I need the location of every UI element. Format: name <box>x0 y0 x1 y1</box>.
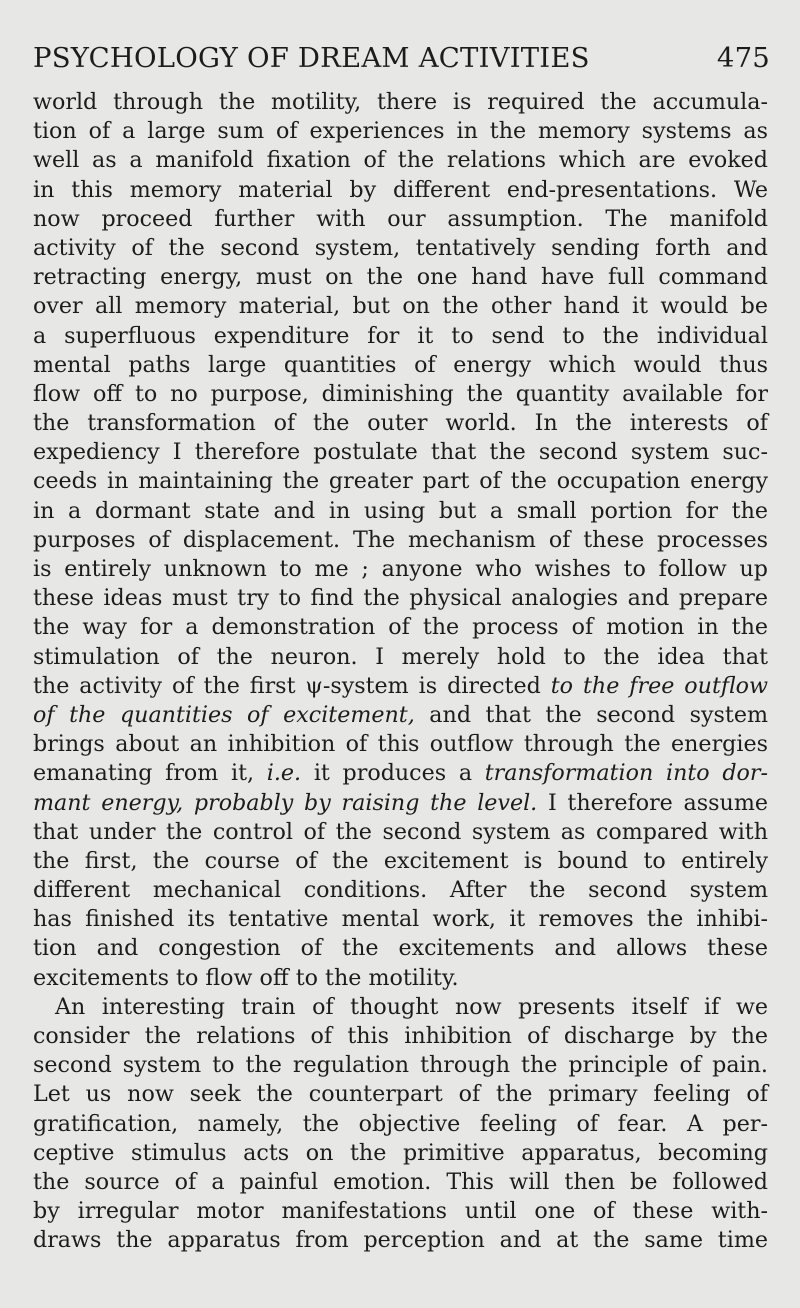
body-text <box>33 88 768 1256</box>
text-line: ceptive stimulus acts on the primitive apparatus, becoming <box>33 1139 768 1166</box>
text-run: I therefore assume <box>537 789 768 816</box>
running-header <box>33 36 770 80</box>
text-line: consider the relations of this inhibition of discharge by the <box>33 1023 768 1049</box>
page-number: 475 <box>716 42 770 74</box>
text-line: tion and congestion of the excitements and allows these <box>33 935 768 962</box>
text-line: An interesting train of thought now presents itself if we <box>55 993 768 1020</box>
text-line: world through the motility, there is required the accumula- <box>33 89 768 115</box>
text-line: the source of a painful emotion. This will then be followed <box>33 1168 768 1195</box>
text-line: purposes of displacement. The mechanism of these processes <box>33 526 768 553</box>
emphasis-text: of the quantities of excitement, <box>33 701 415 728</box>
text-line <box>33 759 768 788</box>
text-line <box>33 789 768 818</box>
text-line: different mechanical conditions. After the second system <box>33 877 768 904</box>
text-run: emanating from it, <box>33 760 267 787</box>
text-line: second system to the regulation through the principle of pain. <box>33 1052 768 1079</box>
text-line: tion of a large sum of experiences in the memory systems as <box>33 118 768 145</box>
text-line: the first, the course of the excitement is bound to entirely <box>33 847 768 874</box>
text-line: expediency I therefore postulate that the second system suc- <box>33 439 768 466</box>
text-line: retracting energy, must on the one hand have full command <box>33 264 768 291</box>
text-line: these ideas must try to find the physical analogies and prepare <box>33 585 768 612</box>
emphasis-text: transformation into dor- <box>484 760 768 787</box>
text-run: it produces a <box>301 760 485 787</box>
text-line: brings about an inhibition of this outflow through the energies <box>33 731 768 758</box>
text-line: a superfluous expenditure for it to send to the individual <box>33 322 768 349</box>
text-line: flow off to no purpose, diminishing the quantity available for <box>33 380 768 407</box>
text-run: the activity of the first ψ-system is directed <box>33 672 551 699</box>
text-run: and that the second system <box>414 701 769 728</box>
text-line: now proceed further with our assumption. The manifold <box>33 205 768 232</box>
emphasis-text: to the free outflow <box>550 672 769 699</box>
text-line: well as a manifold fixation of the relations which are evoked <box>33 147 768 174</box>
text-line: activity of the second system, tentatively sending forth and <box>33 234 768 261</box>
text-line: is entirely unknown to me ; anyone who wishes to follow up <box>33 556 768 582</box>
running-title: PSYCHOLOGY OF DREAM ACTIVITIES <box>33 42 590 74</box>
text-line: in a dormant state and in using but a small portion for the <box>33 497 768 524</box>
text-line: draws the apparatus from perception and at the same time <box>33 1227 768 1254</box>
text-line <box>33 672 768 701</box>
text-line: mental paths large quantities of energy which would thus <box>33 351 768 378</box>
text-line: by irregular motor manifestations until one of these with- <box>33 1198 768 1225</box>
text-line: ceeds in maintaining the greater part of the occupation energy <box>33 468 768 495</box>
text-line: Let us now seek the counterpart of the primary feeling of <box>33 1081 768 1108</box>
text-line: that under the control of the second system as compared with <box>33 818 768 845</box>
text-line <box>33 701 768 730</box>
emphasis-text: i.e. <box>266 760 302 787</box>
text-line: stimulation of the neuron. I merely hold to the idea that <box>33 643 768 670</box>
text-line: in this memory material by different end-presentations. We <box>33 176 768 203</box>
text-line: the way for a demonstration of the process of motion in the <box>33 614 768 641</box>
emphasis-text: mant energy, probably by raising the level. <box>33 789 538 816</box>
text-line: excitements to flow off to the motility. <box>33 964 459 991</box>
text-line: the transformation of the outer world. In the interests of <box>33 410 768 437</box>
text-line: has finished its tentative mental work, it removes the inhibi- <box>33 906 768 933</box>
text-line: over all memory material, but on the other hand it would be <box>33 293 768 320</box>
text-line: gratification, namely, the objective feeling of fear. A per- <box>33 1110 768 1137</box>
